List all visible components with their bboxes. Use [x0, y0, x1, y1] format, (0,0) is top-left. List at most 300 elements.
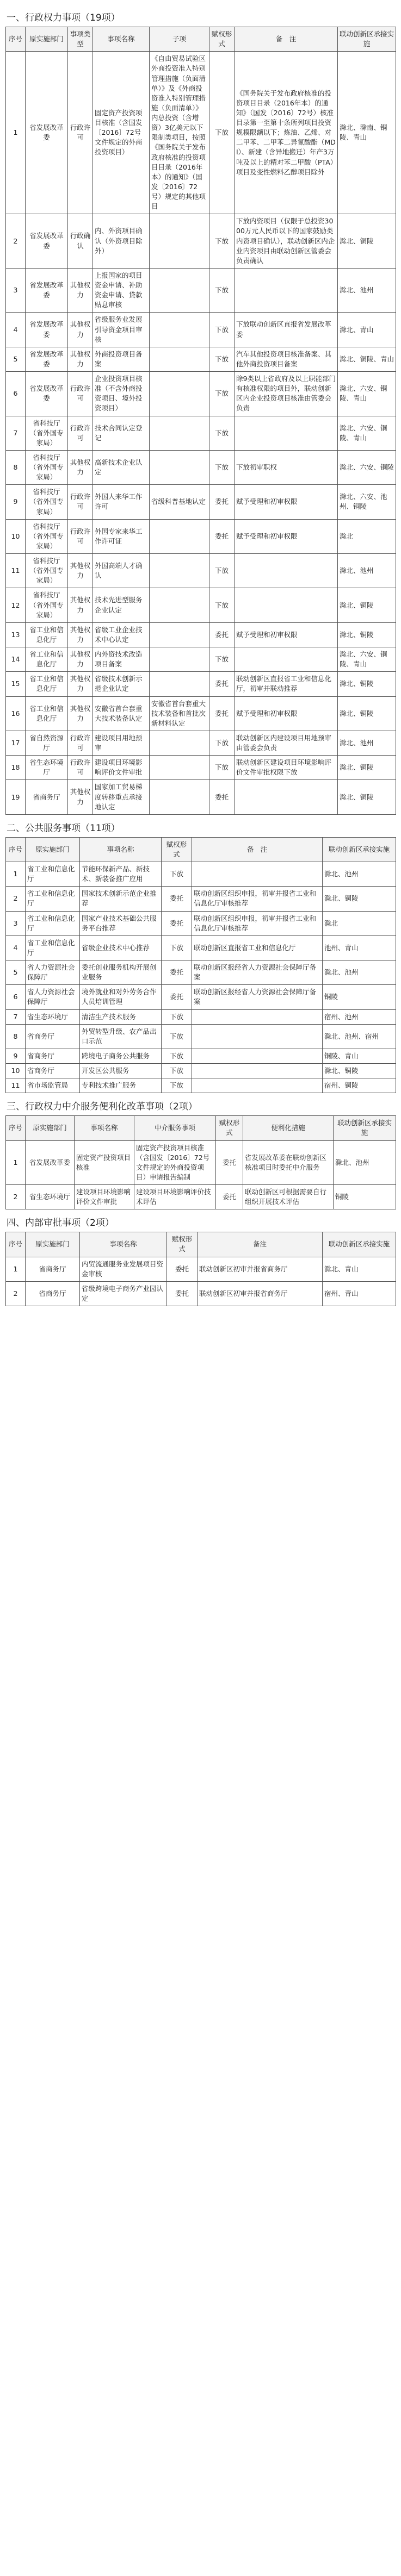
table-row — [6, 647, 396, 672]
cell-sub: 《自由贸易试验区外商投资准入特别管理措施（负面清单）》及《外商投资准入特别管理措施（负面清单）》内总投资（含增资）3亿美元以下限制类项目，按照《国务院关于发布政府核准的投资项目目录（2016年本）的通知》（国发〔2016〕72号）规定的其他项目 — [150, 52, 209, 214]
cell-dept: 省科技厅（省外国专家局） — [26, 450, 68, 484]
cell-form: 下放 — [209, 313, 235, 347]
cell-dept: 省科技厅（省外国专家局） — [26, 485, 68, 519]
cell-dept: 省生态环境厅 — [26, 756, 68, 780]
table-internal-approval — [5, 1232, 396, 1306]
cell-name: 开发区公共服务 — [80, 1064, 162, 1078]
cell-note — [192, 1049, 323, 1063]
section-1-title: 一、行政权力事项（19项） — [7, 13, 120, 23]
cell-sub — [150, 372, 209, 416]
table-row — [6, 696, 396, 731]
header-no: 序号 — [6, 27, 26, 52]
cell-form: 下放 — [209, 647, 235, 672]
cell-form: 下放 — [209, 756, 235, 780]
cell-note — [235, 416, 338, 450]
cell-no: 13 — [6, 622, 26, 647]
table-intermediary-service — [5, 1115, 396, 1209]
cell-area: 滁北 — [338, 519, 396, 553]
cell-name: 国家技术创新示范企业推荐 — [80, 887, 162, 911]
cell-name: 清洁生产技术服务 — [80, 1009, 162, 1024]
cell-no: 1 — [6, 1140, 26, 1185]
cell-note: 赋予受理和初审权限 — [235, 519, 338, 553]
cell-area: 滁北、六安、铜陵、青山 — [338, 647, 396, 672]
cell-dept: 省发展改革委 — [26, 372, 68, 416]
cell-name: 建设项目用地预审 — [93, 731, 150, 755]
cell-sub — [150, 622, 209, 647]
cell-no: 18 — [6, 756, 26, 780]
cell-area: 滁北、六安、池州、铜陵 — [338, 485, 396, 519]
table-row — [6, 268, 396, 313]
cell-area: 滁北、六安、铜陵、青山 — [338, 372, 396, 416]
cell-dept: 省发展改革委 — [26, 214, 68, 269]
cell-sub — [150, 313, 209, 347]
cell-note: 联动创新区初审并报省商务厅 — [198, 1257, 323, 1281]
header-item: 中介服务事项 — [134, 1116, 216, 1140]
cell-form: 下放 — [162, 862, 192, 887]
cell-dept: 省工业和信息化厅 — [26, 935, 80, 960]
cell-no: 6 — [6, 372, 26, 416]
cell-form: 下放 — [209, 347, 235, 371]
cell-dept: 省工业和信息化厅 — [26, 862, 80, 887]
cell-note: 联动创新区报经省人力资源社会保障厅备案 — [192, 960, 323, 985]
cell-name: 技术先进型服务企业认定 — [93, 588, 150, 622]
cell-no: 9 — [6, 1049, 26, 1063]
cell-area: 滁北、铜陵、青山 — [338, 347, 396, 371]
cell-area: 铜陵 — [323, 985, 396, 1009]
cell-sub — [150, 268, 209, 313]
cell-form: 下放 — [162, 935, 192, 960]
cell-area: 滁北、铜陵 — [338, 696, 396, 731]
header-no: 序号 — [6, 1116, 26, 1140]
cell-type: 其他权力 — [68, 622, 93, 647]
table-public-service — [5, 837, 396, 1094]
cell-area: 滁北、池州 — [338, 731, 396, 755]
cell-sub — [150, 756, 209, 780]
cell-name: 节能环保新产品、新技术、新装备推广应用 — [80, 862, 162, 887]
table-row — [6, 313, 396, 347]
cell-dept: 省发展改革委 — [26, 1140, 75, 1185]
cell-area: 滁北 — [323, 911, 396, 935]
cell-form: 委托 — [209, 622, 235, 647]
cell-no: 9 — [6, 485, 26, 519]
cell-name: 国家产业技术基础公共服务平台推荐 — [80, 911, 162, 935]
cell-note: 赋予受理和初审权限 — [235, 696, 338, 731]
table-header-row — [6, 1232, 396, 1257]
cell-area: 滁北、青山 — [338, 313, 396, 347]
cell-no: 1 — [6, 862, 26, 887]
cell-note — [235, 588, 338, 622]
cell-dept: 省科技厅（省外国专家局） — [26, 519, 68, 553]
header-measure: 便利化措施 — [243, 1116, 334, 1140]
cell-dept: 省商务厅 — [26, 1049, 80, 1063]
cell-sub — [150, 588, 209, 622]
cell-name: 省级工业企业技术中心认定 — [93, 622, 150, 647]
cell-area: 滁北、铜陵 — [338, 780, 396, 814]
table-row — [6, 588, 396, 622]
cell-area: 滁北、池州 — [323, 862, 396, 887]
cell-note: 联动创新区内建设项目用地预审由管委会负责 — [235, 731, 338, 755]
header-dept: 原实施部门 — [26, 837, 80, 862]
table-row — [6, 1257, 396, 1281]
cell-no: 10 — [6, 1064, 26, 1078]
cell-item: 建设项目环境影响评价技术评估 — [134, 1185, 216, 1209]
cell-sub — [150, 416, 209, 450]
cell-form: 委托 — [162, 960, 192, 985]
cell-sub — [150, 647, 209, 672]
cell-no: 5 — [6, 960, 26, 985]
cell-area: 宿州、池州 — [323, 1009, 396, 1024]
cell-note: 赋予受理和初审权限 — [235, 622, 338, 647]
cell-dept: 省工业和信息化厅 — [26, 672, 68, 696]
cell-note — [235, 647, 338, 672]
cell-dept: 省科技厅（省外国专家局） — [26, 588, 68, 622]
section-4-title: 四、内部审批事项（2项） — [7, 1218, 114, 1229]
table-row — [6, 1078, 396, 1093]
cell-item: 固定资产投资项目核准（含国发〔2016〕72号文件规定的外商投资项目）申请报告编制 — [134, 1140, 216, 1185]
cell-name: 省级服务业发展引导资金项目审核 — [93, 313, 150, 347]
table-row — [6, 416, 396, 450]
cell-dept: 省工业和信息化厅 — [26, 696, 68, 731]
cell-sub — [150, 780, 209, 814]
cell-name: 外国高端人才确认 — [93, 554, 150, 588]
table-header-row — [6, 837, 396, 862]
table-row — [6, 450, 396, 484]
cell-type: 行政确认 — [68, 214, 93, 269]
cell-type: 其他权力 — [68, 647, 93, 672]
cell-sub: 省级科普基地认定 — [150, 485, 209, 519]
cell-form: 下放 — [162, 1049, 192, 1063]
cell-name: 境外就业和对外劳务合作人员培训管理 — [80, 985, 162, 1009]
header-note: 备注 — [198, 1232, 323, 1257]
cell-name: 内、外资项目确认（外资项目除外） — [93, 214, 150, 269]
cell-no: 6 — [6, 985, 26, 1009]
cell-name: 高新技术企业认定 — [93, 450, 150, 484]
table-row — [6, 1281, 396, 1306]
table-row — [6, 780, 396, 814]
cell-form: 委托 — [167, 1281, 198, 1306]
cell-area: 滁北、池州 — [323, 960, 396, 985]
cell-type: 行政许可 — [68, 519, 93, 553]
cell-form: 委托 — [209, 780, 235, 814]
cell-name: 建设项目环境影响评价文件审批 — [75, 1185, 134, 1209]
table-row — [6, 1024, 396, 1049]
table-header-row — [6, 27, 396, 52]
cell-no: 8 — [6, 450, 26, 484]
table-administrative-power — [5, 27, 396, 815]
table-row — [6, 985, 396, 1009]
table-row — [6, 960, 396, 985]
cell-no: 7 — [6, 1009, 26, 1024]
cell-form: 委托 — [162, 985, 192, 1009]
cell-note: 汽车其他投资项目核准备案、其他外商投资项目备案 — [235, 347, 338, 371]
cell-sub: 安徽省首台套重大技术装备和首批次新材料认定 — [150, 696, 209, 731]
cell-no: 12 — [6, 588, 26, 622]
cell-area: 铜陵 — [334, 1185, 396, 1209]
cell-form: 委托 — [162, 887, 192, 911]
cell-name: 专利技术推广服务 — [80, 1078, 162, 1093]
header-sub: 子项 — [150, 27, 209, 52]
cell-dept: 省商务厅 — [26, 1281, 80, 1306]
cell-area: 滁北、铜陵 — [323, 887, 396, 911]
cell-dept: 省工业和信息化厅 — [26, 622, 68, 647]
cell-type: 其他权力 — [68, 450, 93, 484]
cell-note: 联动创新区直报省工业和信息化厅，初审并联动推荐 — [235, 672, 338, 696]
cell-dept: 省发展改革委 — [26, 347, 68, 371]
cell-form: 下放 — [209, 214, 235, 269]
cell-type: 其他权力 — [68, 268, 93, 313]
cell-no: 14 — [6, 647, 26, 672]
cell-name: 外商投资项目备案 — [93, 347, 150, 371]
cell-note: 下放初审职权 — [235, 450, 338, 484]
cell-no: 1 — [6, 52, 26, 214]
cell-form: 委托 — [209, 485, 235, 519]
cell-no: 4 — [6, 935, 26, 960]
cell-no: 7 — [6, 416, 26, 450]
cell-area: 滁北、铜陵 — [338, 588, 396, 622]
cell-note — [192, 1078, 323, 1093]
cell-note: 赋予受理和初审权限 — [235, 485, 338, 519]
cell-note — [192, 862, 323, 887]
cell-name: 固定资产投资项目核准 — [75, 1140, 134, 1185]
cell-type: 行政许可 — [68, 485, 93, 519]
cell-dept: 省生态环境厅 — [26, 1009, 80, 1024]
cell-type: 其他权力 — [68, 554, 93, 588]
cell-area: 滁北、池州 — [338, 268, 396, 313]
table-row — [6, 1009, 396, 1024]
cell-dept: 省人力资源社会保障厅 — [26, 960, 80, 985]
cell-dept: 省商务厅 — [26, 1257, 80, 1281]
cell-form: 下放 — [209, 372, 235, 416]
cell-type: 其他权力 — [68, 780, 93, 814]
cell-name: 内贸流通服务业发展项目资金审核 — [80, 1257, 167, 1281]
cell-note: 下放内资项目（仅限于总投资3000万元人民币以下的国家鼓励类内资项目确认），联动创新区内企业内资项目由联动创新区管委会负责确认 — [235, 214, 338, 269]
cell-note — [192, 1064, 323, 1078]
cell-sub — [150, 554, 209, 588]
table-row — [6, 731, 396, 755]
table-row — [6, 622, 396, 647]
cell-name: 委托创业服务机构开展创业服务 — [80, 960, 162, 985]
cell-note: 《国务院关于发布政府核准的投资项目目录（2016年本）的通知》（国发〔2016〕72号）核准目录第一至第十条所列项目投资规模限额以下；炼油、乙烯、对二甲苯、二甲苯二异氰酸酯（MDI）、新建（含异地搬迁）年产3万吨及以上的精对苯二甲酸（PTA）项目及变性燃料乙醇项目除外 — [235, 52, 338, 214]
header-type: 事项类型 — [68, 27, 93, 52]
cell-note: 联动创新区报经省人力资源社会保障厅备案 — [192, 985, 323, 1009]
header-no: 序号 — [6, 837, 26, 862]
cell-no: 17 — [6, 731, 26, 755]
cell-name: 建设项目环境影响评价文件审批 — [93, 756, 150, 780]
cell-area: 滁北、六安、铜陵、青山 — [338, 416, 396, 450]
cell-form: 委托 — [167, 1257, 198, 1281]
header-area: 联动创新区承接实施 — [323, 837, 396, 862]
cell-sub — [150, 519, 209, 553]
header-name: 事项名称 — [93, 27, 150, 52]
header-no: 序号 — [6, 1232, 26, 1257]
cell-note: 联动创新区直报省工业和信息化厅 — [192, 935, 323, 960]
cell-no: 3 — [6, 268, 26, 313]
cell-note — [235, 554, 338, 588]
cell-note: 联动创新区组织申报，初审并报省工业和信息化厅审核推荐 — [192, 911, 323, 935]
cell-area: 滁北、六安、铜陵 — [338, 450, 396, 484]
header-area: 联动创新区承接实施 — [323, 1232, 396, 1257]
header-name: 事项名称 — [80, 1232, 167, 1257]
cell-no: 1 — [6, 1257, 26, 1281]
table-header-row — [6, 1116, 396, 1140]
cell-type: 其他权力 — [68, 588, 93, 622]
cell-form: 委托 — [162, 911, 192, 935]
cell-type: 行政许可 — [68, 756, 93, 780]
cell-name: 外国人来华工作许可 — [93, 485, 150, 519]
cell-no: 19 — [6, 780, 26, 814]
cell-note: 联动创新区建设项目环境影响评价文件审批权限下放 — [235, 756, 338, 780]
header-name: 事项名称 — [75, 1116, 134, 1140]
cell-name: 省级技术创新示范企业认定 — [93, 672, 150, 696]
cell-name: 省级跨境电子商务产业园认定 — [80, 1281, 167, 1306]
cell-form: 委托 — [216, 1185, 243, 1209]
cell-note — [192, 1009, 323, 1024]
header-area: 联动创新区承接实施 — [338, 27, 396, 52]
cell-name: 上报国家的项目资金申请、补助资金申请、贷款贴息审核 — [93, 268, 150, 313]
cell-dept: 省市场监管局 — [26, 1078, 80, 1093]
table-row — [6, 1049, 396, 1063]
cell-type: 行政许可 — [68, 731, 93, 755]
cell-sub — [150, 450, 209, 484]
table-row — [6, 519, 396, 553]
cell-dept: 省商务厅 — [26, 780, 68, 814]
cell-name: 跨境电子商务公共服务 — [80, 1049, 162, 1063]
header-form: 赋权形式 — [162, 837, 192, 862]
cell-name: 安徽省首台套重大技术装备认定 — [93, 696, 150, 731]
cell-area: 滁北、铜陵 — [338, 672, 396, 696]
cell-form: 委托 — [209, 672, 235, 696]
cell-form: 下放 — [209, 731, 235, 755]
header-dept: 原实施部门 — [26, 1232, 80, 1257]
cell-note — [235, 268, 338, 313]
cell-form: 下放 — [209, 588, 235, 622]
cell-no: 11 — [6, 1078, 26, 1093]
cell-type: 其他权力 — [68, 347, 93, 371]
cell-area: 铜陵、青山 — [323, 1049, 396, 1063]
cell-name: 省级企业技术中心推荐 — [80, 935, 162, 960]
cell-form: 下放 — [209, 52, 235, 214]
cell-area: 滁北、池州、宿州 — [323, 1024, 396, 1049]
cell-name: 外国专家来华工作许可证 — [93, 519, 150, 553]
table-row — [6, 1140, 396, 1185]
cell-note: 联动创新区初审并报省商务厅 — [198, 1281, 323, 1306]
table-row — [6, 485, 396, 519]
header-note: 备 注 — [235, 27, 338, 52]
cell-no: 15 — [6, 672, 26, 696]
table-row — [6, 554, 396, 588]
cell-form: 下放 — [209, 450, 235, 484]
cell-dept: 省商务厅 — [26, 1024, 80, 1049]
cell-dept: 省发展改革委 — [26, 52, 68, 214]
header-form: 赋权形式 — [209, 27, 235, 52]
cell-note: 联动创新区可根据需要自行组织开展技术评估 — [243, 1185, 334, 1209]
cell-no: 4 — [6, 313, 26, 347]
cell-area: 池州、青山 — [323, 935, 396, 960]
cell-dept: 省商务厅 — [26, 1064, 80, 1078]
cell-form: 委托 — [216, 1140, 243, 1185]
cell-area: 滁北、池州 — [334, 1140, 396, 1185]
cell-name: 技术合同认定登记 — [93, 416, 150, 450]
cell-sub — [150, 672, 209, 696]
table-row — [6, 1185, 396, 1209]
cell-dept: 省发展改革委 — [26, 268, 68, 313]
cell-form: 下放 — [162, 1024, 192, 1049]
header-name: 事项名称 — [80, 837, 162, 862]
cell-area: 滁北、铜陵 — [338, 756, 396, 780]
cell-form: 下放 — [209, 268, 235, 313]
cell-no: 10 — [6, 519, 26, 553]
cell-form: 下放 — [162, 1064, 192, 1078]
cell-no: 16 — [6, 696, 26, 731]
cell-area: 滁北、池州 — [338, 554, 396, 588]
cell-note — [192, 1024, 323, 1049]
cell-type: 其他权力 — [68, 672, 93, 696]
cell-dept: 省科技厅（省外国专家局） — [26, 554, 68, 588]
cell-name: 国家加工贸易梯度转移重点承接地认定 — [93, 780, 150, 814]
header-form: 赋权形式 — [167, 1232, 198, 1257]
cell-form: 委托 — [209, 519, 235, 553]
cell-type: 行政许可 — [68, 52, 93, 214]
cell-dept: 省工业和信息化厅 — [26, 887, 80, 911]
table-row — [6, 887, 396, 911]
cell-note: 下放联动创新区直报省发展改革委 — [235, 313, 338, 347]
table-row — [6, 347, 396, 371]
cell-dept: 省工业和信息化厅 — [26, 911, 80, 935]
cell-area: 滁北、铜陵 — [323, 1064, 396, 1078]
cell-name: 外贸转型升级、农产品出口示范 — [80, 1024, 162, 1049]
section-2-title: 二、公共服务事项（11项） — [7, 822, 120, 834]
cell-sub — [150, 214, 209, 269]
cell-area: 滁北、铜陵 — [338, 622, 396, 647]
cell-sub — [150, 731, 209, 755]
table-row — [6, 935, 396, 960]
header-area: 联动创新区承接实施 — [334, 1116, 396, 1140]
cell-form: 委托 — [209, 696, 235, 731]
cell-form: 下放 — [209, 416, 235, 450]
cell-note: 联动创新区组织申报，初审并报省工业和信息化厅审核推荐 — [192, 887, 323, 911]
cell-note: 除9类以上省政府及以上职能部门有核准权限的项目外，联动创新区内企业投资项目核准由管委会负责 — [235, 372, 338, 416]
cell-area: 宿州、青山 — [323, 1281, 396, 1306]
header-note: 备 注 — [192, 837, 323, 862]
cell-no: 2 — [6, 887, 26, 911]
cell-no: 2 — [6, 1281, 26, 1306]
cell-dept: 省科技厅（省外国专家局） — [26, 416, 68, 450]
cell-dept: 省人力资源社会保障厅 — [26, 985, 80, 1009]
cell-type: 其他权力 — [68, 313, 93, 347]
table-row — [6, 372, 396, 416]
table-row — [6, 214, 396, 269]
cell-area: 滁北、青山 — [323, 1257, 396, 1281]
cell-name: 固定资产投资项目核准（含国发〔2016〕72号文件规定的外商投资项目） — [93, 52, 150, 214]
table-row — [6, 52, 396, 214]
cell-no: 2 — [6, 1185, 26, 1209]
cell-area: 宿州、铜陵 — [323, 1078, 396, 1093]
cell-area: 滁北、滁南、铜陵、青山 — [338, 52, 396, 214]
cell-name: 企业投资项目核准（不含外商投资项目、境外投资项目） — [93, 372, 150, 416]
section-3-title: 三、行政权力中介服务便利化改革事项（2项） — [7, 1101, 198, 1113]
cell-dept: 省生态环境厅 — [26, 1185, 75, 1209]
cell-type: 其他权力 — [68, 696, 93, 731]
cell-type: 行政许可 — [68, 372, 93, 416]
table-row — [6, 911, 396, 935]
cell-dept: 省工业和信息化厅 — [26, 647, 68, 672]
cell-no: 8 — [6, 1024, 26, 1049]
cell-form: 下放 — [162, 1009, 192, 1024]
cell-no: 11 — [6, 554, 26, 588]
table-row — [6, 756, 396, 780]
cell-note — [235, 780, 338, 814]
cell-form: 下放 — [209, 554, 235, 588]
